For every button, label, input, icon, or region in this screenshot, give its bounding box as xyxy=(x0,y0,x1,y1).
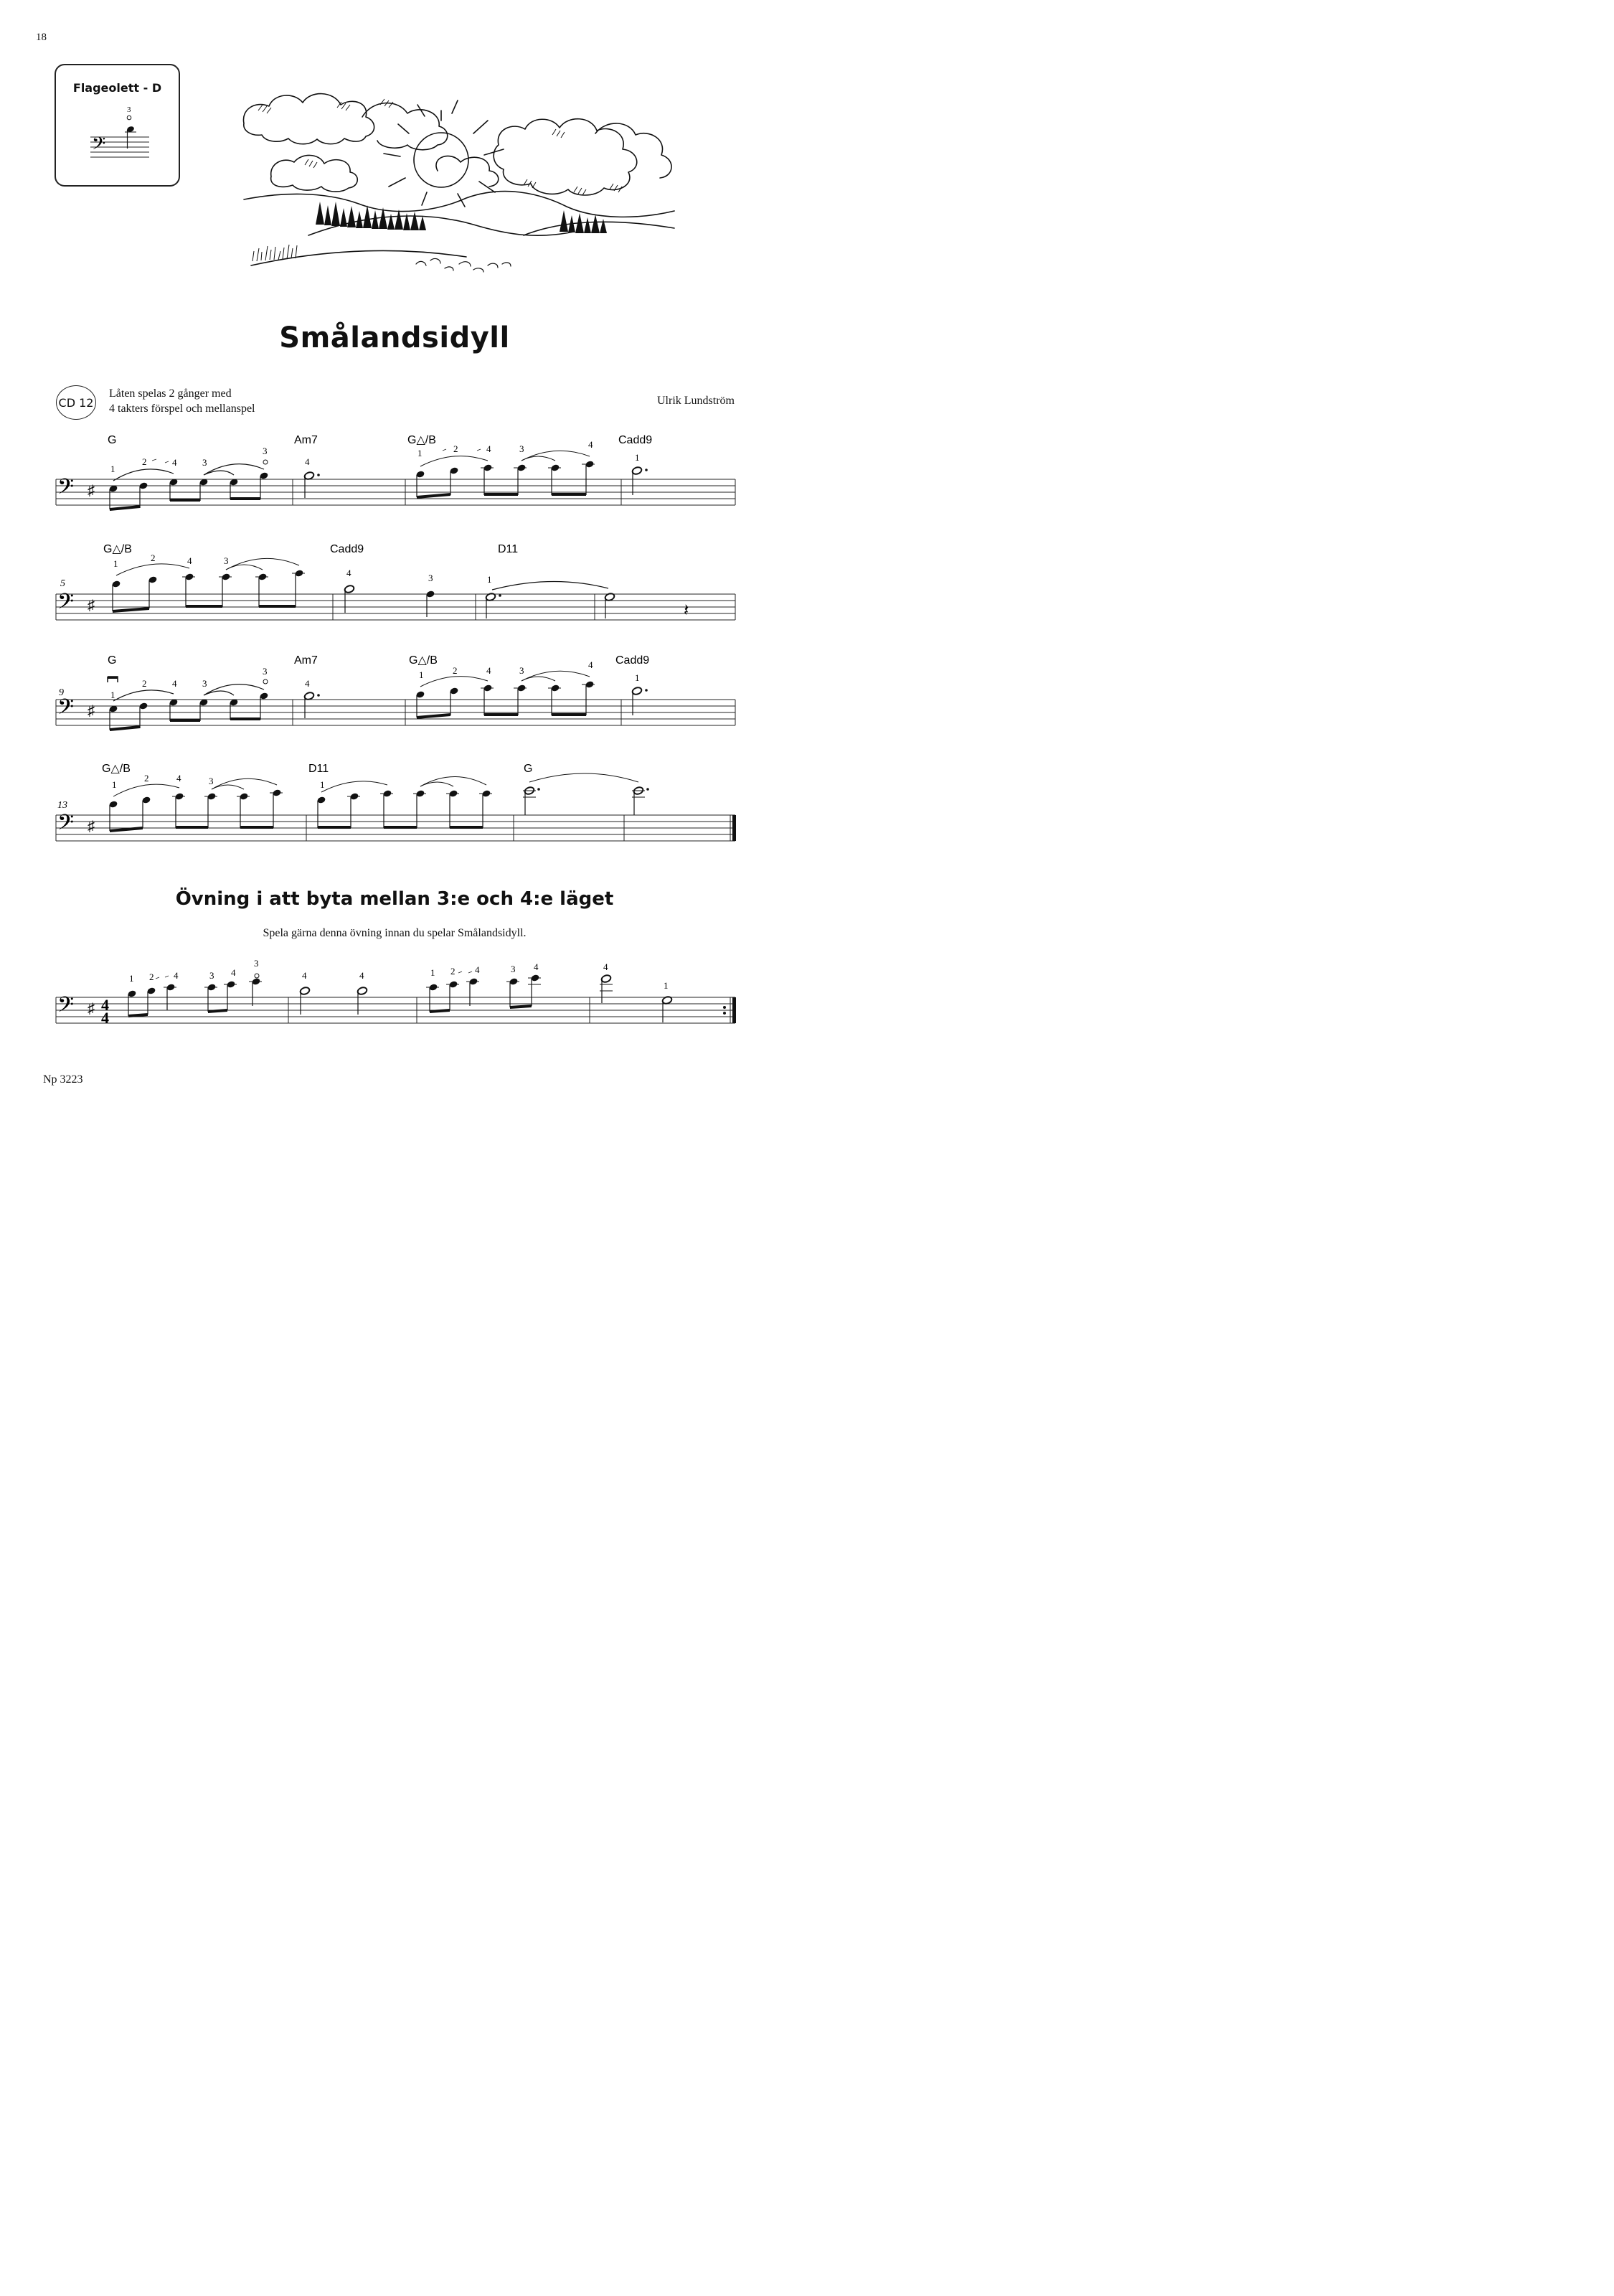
staff-system-1 xyxy=(50,429,739,519)
chord-symbol: G△/B xyxy=(102,763,131,775)
fingering: 4 xyxy=(187,555,192,566)
fingering: 2 xyxy=(149,971,154,982)
measure-number: 13 xyxy=(57,800,67,811)
measure-number: 5 xyxy=(60,578,65,589)
fingering: 2 xyxy=(450,966,456,977)
cloud-right xyxy=(494,119,637,195)
chord-symbol: Am7 xyxy=(294,434,318,446)
fingering: 4 xyxy=(231,967,236,978)
chord-symbol: Am7 xyxy=(294,654,318,667)
time-signature-bottom: 4 xyxy=(101,1009,109,1027)
fingering: 1 xyxy=(110,690,115,700)
key-signature-sharp-icon: ♯ xyxy=(88,483,95,499)
fingering: 2 xyxy=(142,678,147,689)
harmonic-circle-icon xyxy=(255,974,259,978)
bass-clef-icon: 𝄢 xyxy=(92,134,106,158)
bass-clef-icon: 𝄢 xyxy=(57,695,75,724)
fingering: 3 xyxy=(202,457,207,468)
fingering: 4 xyxy=(359,970,364,981)
chord-symbol: G xyxy=(524,763,533,775)
chord-symbol: D11 xyxy=(498,543,519,555)
page-number: 18 xyxy=(36,32,47,43)
forest-icon xyxy=(316,202,607,233)
fingering: 4 xyxy=(172,457,177,468)
fingering: 1 xyxy=(635,452,640,463)
fingering: 2 xyxy=(144,773,149,784)
fingering: 2 xyxy=(151,552,156,563)
staff-system-3 xyxy=(50,649,739,739)
fingering: 4 xyxy=(534,961,539,972)
sun-icon xyxy=(414,133,468,187)
fingering: 3 xyxy=(209,776,214,786)
fingering: 3 xyxy=(519,665,524,676)
cd-badge: CD 12 xyxy=(56,385,96,420)
exercise-instruction: Spela gärna denna övning innan du spelar Smålandsidyll. xyxy=(263,927,527,939)
cloud-center-low xyxy=(436,156,499,187)
fingering: 1 xyxy=(664,980,669,991)
flageolett-box xyxy=(55,64,180,187)
key-signature-sharp-icon: ♯ xyxy=(88,1001,95,1017)
fingering: 3 xyxy=(519,443,524,454)
flageolett-finger: 3 xyxy=(127,105,131,114)
fingering: 3 xyxy=(209,970,214,981)
fingering: 4 xyxy=(176,773,181,784)
time-signature-top: 4 xyxy=(101,996,109,1014)
chord-symbol: G xyxy=(108,434,117,446)
performance-note-line-2: 4 takters förspel och mellanspel xyxy=(109,403,255,415)
fingering: 1 xyxy=(113,558,118,569)
final-barline xyxy=(732,815,736,841)
fingering: 4 xyxy=(588,659,593,670)
composer: Ulrik Lundström xyxy=(657,395,735,407)
bass-clef-icon: 𝄢 xyxy=(57,590,75,618)
fingering: 1 xyxy=(320,779,325,790)
fingering: 3 xyxy=(428,573,433,583)
cloud-left-mid xyxy=(362,103,448,150)
exercise-staff xyxy=(50,954,739,1033)
chord-symbol: G△/B xyxy=(407,434,436,446)
bass-clef-icon: 𝄢 xyxy=(57,811,75,839)
end-repeat-barline xyxy=(732,997,736,1023)
fingering: 3 xyxy=(263,446,268,456)
quarter-rest-icon: 𝄽 xyxy=(684,601,689,620)
fingering: 4 xyxy=(302,970,307,981)
publisher-code: Np 3223 xyxy=(43,1073,83,1086)
performance-note xyxy=(109,386,255,416)
fingering: 4 xyxy=(305,678,310,689)
fingering: 2 xyxy=(453,443,458,454)
landscape-illustration xyxy=(237,85,689,278)
fingering: 2 xyxy=(453,665,458,676)
key-signature-sharp-icon: ♯ xyxy=(88,703,95,719)
fingering: 4 xyxy=(603,961,608,972)
chord-symbol: G△/B xyxy=(409,654,438,667)
fingering: 1 xyxy=(419,669,424,680)
flageolett-title: Flageolett - D xyxy=(72,81,162,95)
fingering: 4 xyxy=(486,665,491,676)
cloud-left-top xyxy=(243,94,374,144)
harmonic-circle-icon xyxy=(263,679,268,684)
fingering: 4 xyxy=(305,456,310,467)
harmonic-circle-icon xyxy=(263,460,268,464)
fingering: 1 xyxy=(110,464,115,474)
bass-clef-icon: 𝄢 xyxy=(57,993,75,1022)
fingering: 4 xyxy=(588,439,593,450)
fingering: 4 xyxy=(172,678,177,689)
fingering: 1 xyxy=(112,779,117,790)
cloud-left-low xyxy=(271,155,358,192)
fingering: 1 xyxy=(417,448,423,458)
fingering: 1 xyxy=(430,967,435,978)
fingering: 4 xyxy=(486,443,491,454)
staff-system-2 xyxy=(50,538,739,628)
chord-symbol: G△/B xyxy=(103,543,132,555)
performance-note-line-1: Låten spelas 2 gånger med xyxy=(109,387,232,400)
fingering: 3 xyxy=(263,666,268,677)
fingering: 2 xyxy=(142,456,147,467)
chord-symbol: Cadd9 xyxy=(615,654,650,667)
fingering: 1 xyxy=(487,574,492,585)
fingering: 4 xyxy=(475,964,480,975)
down-bow-icon xyxy=(108,677,118,682)
harmonic-circle-icon xyxy=(127,116,131,120)
chord-symbol: G xyxy=(108,654,117,667)
chord-symbol: D11 xyxy=(308,763,329,775)
fingering: 3 xyxy=(224,555,229,566)
piece-title: Smålandsidyll xyxy=(279,321,510,354)
flageolett-staff xyxy=(55,64,180,187)
chord-symbol: Cadd9 xyxy=(618,434,653,446)
chord-symbol: Cadd9 xyxy=(330,543,364,555)
fingering: 1 xyxy=(129,973,134,984)
fingering: 3 xyxy=(511,964,516,974)
fingering: 1 xyxy=(635,672,640,683)
fingering: 3 xyxy=(254,958,259,969)
fingering: 3 xyxy=(202,678,207,689)
fingering: 4 xyxy=(346,568,351,578)
key-signature-sharp-icon: ♯ xyxy=(88,598,95,613)
exercise-title: Övning i att byta mellan 3:e och 4:e läget xyxy=(175,888,614,910)
staff-system-4 xyxy=(50,759,739,849)
key-signature-sharp-icon: ♯ xyxy=(88,819,95,834)
fingering: 4 xyxy=(174,970,179,981)
measure-number: 9 xyxy=(59,687,64,698)
bass-clef-icon: 𝄢 xyxy=(57,475,75,504)
